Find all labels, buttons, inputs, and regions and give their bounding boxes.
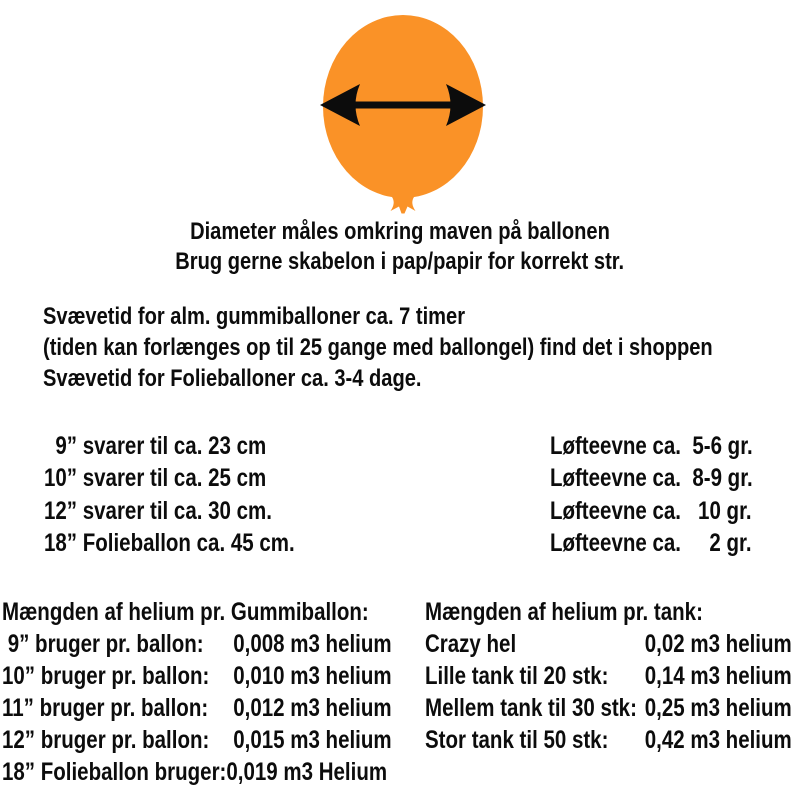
helium-tank-row xyxy=(425,628,800,660)
diameter-note-line-1 xyxy=(0,217,800,247)
helium-balloon-value: 0,008 m3 helium xyxy=(233,630,392,658)
float-time-line-1 xyxy=(43,301,800,332)
size-table-row xyxy=(44,430,800,462)
helium-balloon-row xyxy=(2,756,576,788)
size-table-row xyxy=(44,495,800,527)
helium-balloon-label: 10” bruger pr. ballon: xyxy=(2,662,210,690)
helium-tank-row xyxy=(425,724,800,756)
helium-tank-label: Crazy hel xyxy=(425,630,517,658)
size-label: 12” svarer til ca. 30 cm. xyxy=(44,496,272,525)
helium-balloon-label: 12” bruger pr. ballon: xyxy=(2,726,210,754)
helium-per-tank-title-row xyxy=(425,596,800,628)
helium-per-balloon-title: Mængden af helium pr. Gummiballon: xyxy=(2,598,369,626)
float-time-text-1: Svævetid for alm. gummiballoner ca. 7 timer xyxy=(43,303,466,330)
helium-balloon-value: 0,012 m3 helium xyxy=(233,694,392,722)
size-label: 9” svarer til ca. 23 cm xyxy=(44,432,267,460)
helium-tank-value: 0,02 m3 helium xyxy=(644,630,792,658)
diameter-note-text-1: Diameter måles omkring maven på ballonen xyxy=(190,218,610,245)
diameter-note-text-2: Brug gerne skabelon i pap/papir for korrekt str. xyxy=(175,248,625,275)
float-time-text-3: Svævetid for Folieballoner ca. 3-4 dage. xyxy=(43,365,422,392)
float-time-text-2: (tiden kan forlænges op til 25 gange med ballongel) find det i shoppen xyxy=(43,334,713,361)
helium-tank-value: 0,25 m3 helium xyxy=(644,694,792,722)
float-time-line-3 xyxy=(43,363,800,394)
diameter-note-line-2 xyxy=(0,247,800,277)
helium-tank-label: Mellem tank til 30 stk: xyxy=(425,694,637,722)
float-time-line-2 xyxy=(43,332,800,363)
helium-balloon-label: 18” Folieballon bruger: xyxy=(2,758,227,786)
balloon-knot-icon xyxy=(391,197,416,214)
helium-tank-value: 0,42 m3 helium xyxy=(644,726,792,754)
helium-tank-row xyxy=(425,692,800,724)
size-label: 18” Folieballon ca. 45 cm. xyxy=(44,528,295,557)
helium-tank-row xyxy=(425,660,800,692)
helium-balloon-value: 0,015 m3 helium xyxy=(233,726,392,754)
size-table-row xyxy=(44,462,800,494)
helium-balloon-label: 11” bruger pr. ballon: xyxy=(2,694,209,722)
lift-capacity: Løfteevne ca. 8-9 gr. xyxy=(549,464,753,493)
helium-tank-label: Stor tank til 50 stk: xyxy=(425,726,609,754)
size-table-row xyxy=(44,527,800,559)
helium-tank-label: Lille tank til 20 stk: xyxy=(425,662,609,690)
helium-balloon-value: 0,019 m3 Helium xyxy=(226,758,388,786)
float-time-note xyxy=(43,301,800,394)
lift-capacity: Løfteevne ca. 10 gr. xyxy=(549,496,752,525)
diameter-note xyxy=(0,217,800,277)
helium-balloon-value: 0,010 m3 helium xyxy=(233,662,392,690)
lift-capacity: Løfteevne ca. 5-6 gr. xyxy=(549,432,753,460)
helium-per-tank-title: Mængden af helium pr. tank: xyxy=(425,598,703,626)
size-label: 10” svarer til ca. 25 cm xyxy=(44,464,267,493)
helium-tank-value: 0,14 m3 helium xyxy=(644,662,792,690)
size-table xyxy=(44,430,800,559)
lift-capacity: Løfteevne ca. 2 gr. xyxy=(549,528,752,557)
helium-balloon-label: 9” bruger pr. ballon: xyxy=(2,630,204,658)
balloon-graphic xyxy=(0,0,800,228)
helium-per-tank-table xyxy=(425,596,800,756)
